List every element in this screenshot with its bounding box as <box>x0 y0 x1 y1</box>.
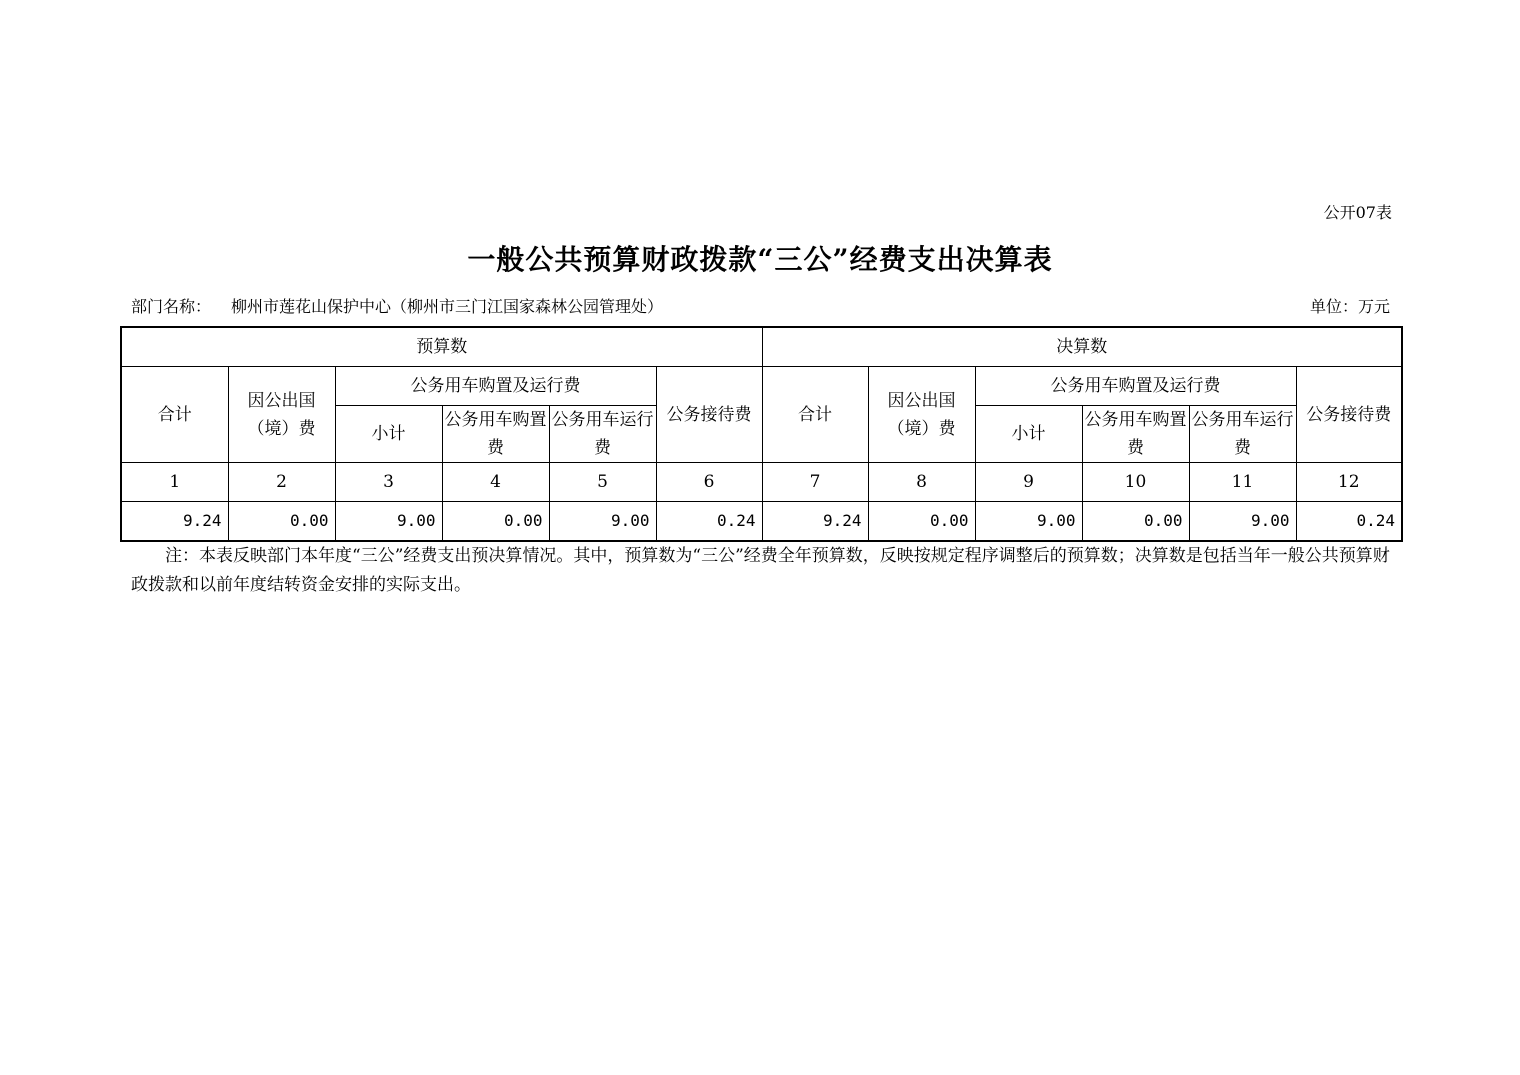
index-row <box>121 463 1402 502</box>
index-cell: 4 <box>442 463 549 502</box>
footnote: 注：本表反映部门本年度“三公”经费支出预决算情况。其中，预算数为“三公”经费全年预算数，反映按规定程序调整后的预算数；决算数是包括当年一般公共预算财政拨款和以前年度结转资金安排的实际支出。 <box>131 546 1390 595</box>
value-cell: 9.24 <box>121 502 228 542</box>
index-cell: 8 <box>868 463 975 502</box>
department-name: 柳州市莲花山保护中心（柳州市三门江国家森林公园管理处） <box>231 297 664 316</box>
page-title: 一般公共预算财政拨款“三公”经费支出决算表 <box>467 243 1053 276</box>
value-cell: 0.00 <box>868 502 975 542</box>
final-vehicle-header: 公务用车购置及运行费 <box>975 367 1296 406</box>
final-total-header: 合计 <box>762 367 868 463</box>
index-cell: 10 <box>1082 463 1189 502</box>
budget-total-header: 合计 <box>121 367 228 463</box>
final-reception-header: 公务接待费 <box>1296 367 1402 463</box>
form-code: 公开07表 <box>1323 203 1392 222</box>
final-vehicle-operation-header: 公务用车运行费 <box>1189 406 1296 463</box>
value-row <box>121 502 1402 542</box>
final-vehicle-purchase-header: 公务用车购置费 <box>1082 406 1189 463</box>
budget-abroad-header: 因公出国（境）费 <box>228 367 335 463</box>
final-abroad-header: 因公出国（境）费 <box>868 367 975 463</box>
three-public-expenses-table <box>120 326 1403 542</box>
group-header-row <box>121 327 1402 367</box>
index-cell: 6 <box>656 463 762 502</box>
meta-row <box>131 294 1390 317</box>
value-cell: 0.24 <box>656 502 762 542</box>
value-cell: 9.00 <box>1189 502 1296 542</box>
budget-vehicle-header: 公务用车购置及运行费 <box>335 367 656 406</box>
index-cell: 1 <box>121 463 228 502</box>
index-cell: 5 <box>549 463 656 502</box>
budget-subtotal-header: 小计 <box>335 406 442 463</box>
department-label: 部门名称： <box>131 297 212 316</box>
index-cell: 7 <box>762 463 868 502</box>
final-subtotal-header: 小计 <box>975 406 1082 463</box>
value-cell: 9.00 <box>549 502 656 542</box>
value-cell: 0.00 <box>442 502 549 542</box>
budget-reception-header: 公务接待费 <box>656 367 762 463</box>
index-cell: 2 <box>228 463 335 502</box>
index-cell: 3 <box>335 463 442 502</box>
value-cell: 9.00 <box>975 502 1082 542</box>
department-info <box>131 294 663 317</box>
value-cell: 9.24 <box>762 502 868 542</box>
column-header-row <box>121 367 1402 406</box>
value-cell: 0.24 <box>1296 502 1402 542</box>
value-cell: 0.00 <box>228 502 335 542</box>
unit-label: 单位：万元 <box>1309 297 1390 316</box>
budget-vehicle-operation-header: 公务用车运行费 <box>549 406 656 463</box>
index-cell: 9 <box>975 463 1082 502</box>
value-cell: 0.00 <box>1082 502 1189 542</box>
final-group-header: 决算数 <box>762 327 1402 367</box>
budget-group-header: 预算数 <box>121 327 762 367</box>
budget-vehicle-purchase-header: 公务用车购置费 <box>442 406 549 463</box>
index-cell: 12 <box>1296 463 1402 502</box>
value-cell: 9.00 <box>335 502 442 542</box>
index-cell: 11 <box>1189 463 1296 502</box>
